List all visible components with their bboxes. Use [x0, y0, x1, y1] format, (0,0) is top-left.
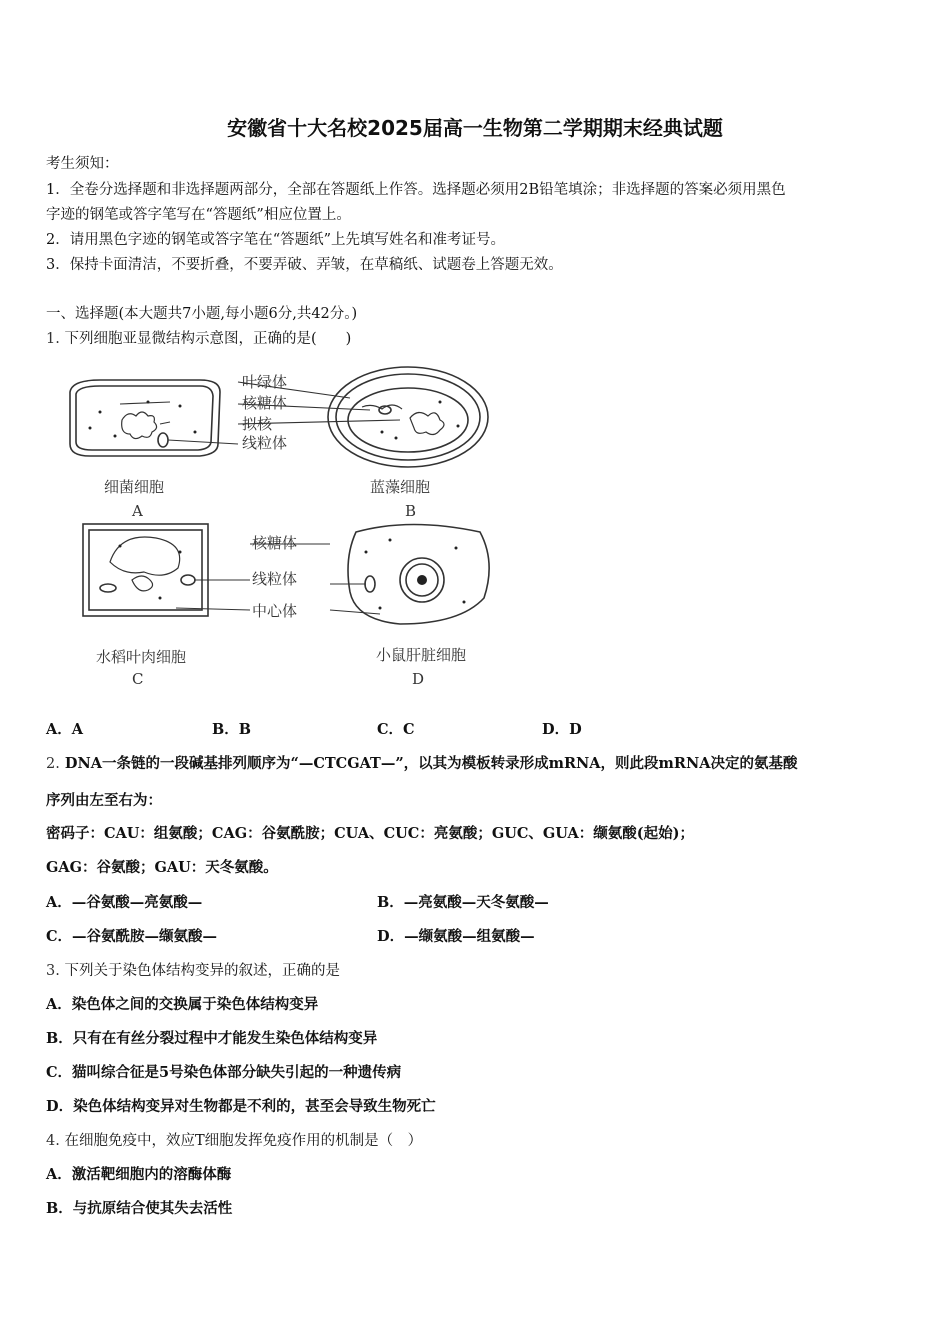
option-c: C．—谷氨酰胺—缬氨酸—	[46, 928, 218, 945]
option-c: C．C	[377, 721, 415, 738]
question-stem: 下列关于染色体结构变异的叙述，正确的是	[64, 963, 340, 979]
question-4	[46, 1129, 422, 1150]
option-b: B．只有在有丝分裂过程中才能发生染色体结构变异	[46, 1030, 378, 1047]
notice-item: 3．保持卡面清洁，不要折叠，不要弄破、弄皱，在草稿纸、试题卷上答题无效。	[46, 257, 563, 273]
question-stem: 在细胞免疫中，效应T细胞发挥免疫作用的机制是（ ）	[64, 1133, 423, 1149]
notice-item: 字迹的钢笔或答字笔写在“答题纸”相应位置上。	[46, 207, 351, 223]
option-a: A．A	[46, 721, 84, 738]
codon-table: 密码子：CAU：组氨酸；CAG：谷氨酰胺；CUA、CUC：亮氨酸；GUC、GUA：缬氨酸(起始)；	[46, 825, 694, 842]
notice-item: 2．请用黑色字迹的钢笔或答字笔在“答题纸”上先填写姓名和准考证号。	[46, 232, 506, 248]
option-d: D．D	[542, 721, 582, 738]
question-stem: DNA一条链的一段碱基排列顺序为“—CTCGAT—”，以其为模板转录形成mRNA，则此段mRNA决定的氨基酸	[64, 755, 798, 772]
option-b: B．—亮氨酸—天冬氨酸—	[377, 894, 549, 911]
page-title: 安徽省十大名校2025届高一生物第二学期期末经典试题	[227, 116, 723, 140]
cell-letter: B	[405, 502, 417, 520]
cell-name: 小鼠肝脏细胞	[376, 646, 467, 664]
figure-label: 叶绿体	[242, 373, 288, 391]
question-number: 4.	[46, 1133, 60, 1149]
question-number: 1.	[46, 331, 60, 347]
question-2	[46, 752, 797, 773]
question-number: 3.	[46, 963, 60, 979]
cell-name: 水稻叶肉细胞	[96, 648, 187, 666]
option-b: B．与抗原结合使其失去活性	[46, 1200, 233, 1217]
question-number: 2.	[46, 756, 60, 772]
cell-name: 细菌细胞	[104, 478, 165, 496]
cell-structure-figure	[60, 362, 500, 692]
question-1	[46, 327, 351, 348]
question-stem: 下列细胞亚显微结构示意图，正确的是( )	[64, 331, 352, 347]
question-stem-cont: 序列由左至右为：	[46, 792, 162, 809]
cell-letter: A	[132, 502, 143, 520]
notice-heading: 考生须知：	[46, 156, 119, 172]
figure-label: 核糖体	[242, 394, 288, 412]
option-b: B．B	[212, 721, 252, 738]
codon-table: GAG：谷氨酸；GAU：天冬氨酸。	[46, 859, 278, 876]
cell-name: 蓝藻细胞	[370, 478, 431, 496]
cell-letter: C	[132, 670, 144, 688]
figure-label: 中心体	[252, 602, 298, 620]
option-d: D．—缬氨酸—组氨酸—	[377, 928, 535, 945]
option-d: D．染色体结构变异对生物都是不利的，甚至会导致生物死亡	[46, 1098, 436, 1115]
figure-label: 线粒体	[252, 570, 298, 588]
figure-label: 核糖体	[252, 534, 298, 552]
question-3	[46, 959, 340, 980]
figure-label: 线粒体	[242, 434, 288, 452]
option-a: A．—谷氨酸—亮氨酸—	[46, 894, 203, 911]
option-a: A．染色体之间的交换属于染色体结构变异	[46, 996, 319, 1013]
notice-item: 1．全卷分选择题和非选择题两部分，全部在答题纸上作答。选择题必须用2B铅笔填涂；非选择题的答案必须用黑色	[46, 182, 786, 198]
section-heading: 一、选择题(本大题共7小题,每小题6分,共42分。)	[46, 306, 358, 322]
option-c: C．猫叫综合征是5号染色体部分缺失引起的一种遗传病	[46, 1064, 402, 1081]
cell-letter: D	[412, 670, 425, 688]
figure-label: 拟核	[242, 415, 273, 433]
option-a: A．激活靶细胞内的溶酶体酶	[46, 1166, 232, 1183]
